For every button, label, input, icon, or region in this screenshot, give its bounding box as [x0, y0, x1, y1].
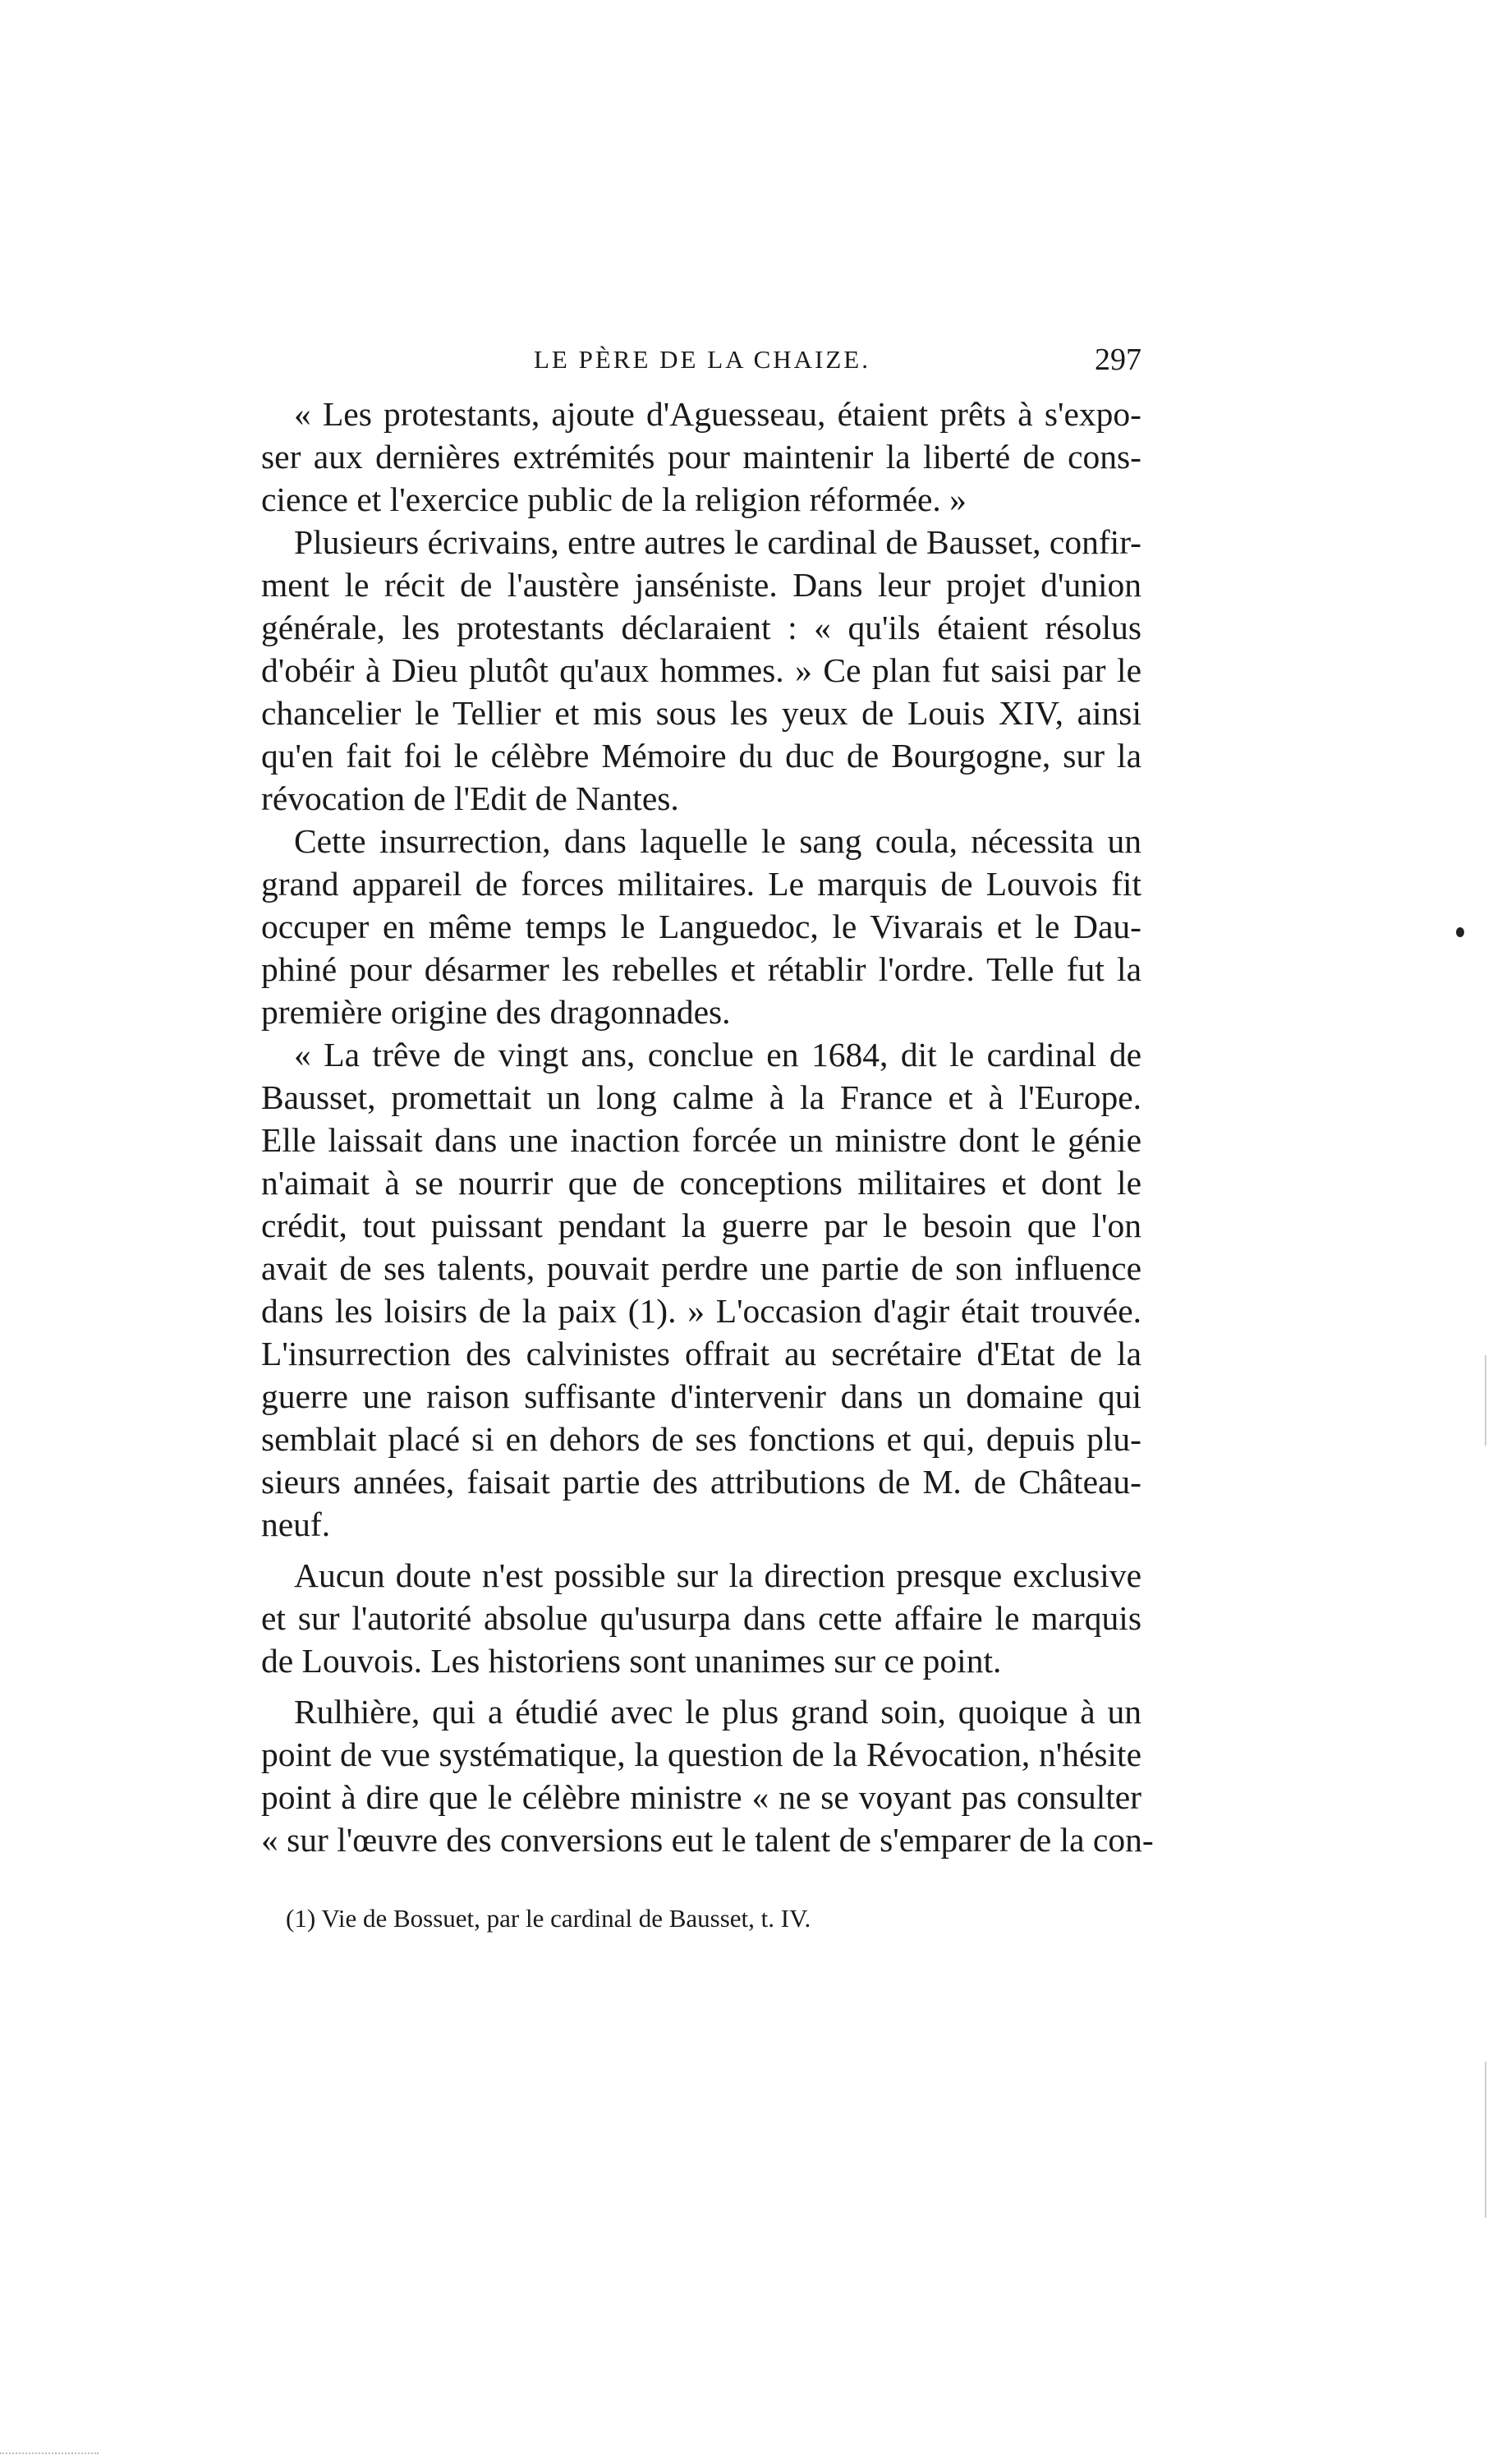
- text-line: neuf.: [261, 1506, 331, 1543]
- text-line: « sur l'œuvre des conversions eut le talent de s'emparer de la con-: [261, 1821, 1154, 1859]
- text-line: avait de ses talents, pouvait perdre une partie de son influence: [261, 1249, 1141, 1287]
- text-line: dans les loisirs de la paix (1). » L'occasion d'agir était trouvée.: [261, 1292, 1141, 1330]
- text-line: « Les protestants, ajoute d'Aguesseau, étaient prêts à s'expo-: [294, 395, 1141, 433]
- text-line: point de vue systématique, la question de la Révocation, n'hésite: [261, 1735, 1141, 1773]
- text-line: n'aimait à se nourrir que de conceptions militaires et dont le: [261, 1164, 1141, 1202]
- text-line: grand appareil de forces militaires. Le marquis de Louvois fit: [261, 865, 1141, 903]
- text-line: générale, les protestants déclaraient : « qu'ils étaient résolus: [261, 609, 1141, 646]
- page-number: 297: [1095, 342, 1141, 377]
- ink-dot-mark: [1456, 927, 1464, 937]
- text-line: phiné pour désarmer les rebelles et rétablir l'ordre. Telle fut la: [261, 950, 1141, 988]
- scan-bottom-line: [0, 2453, 99, 2455]
- text-line: chancelier le Tellier et mis sous les yeux de Louis XIV, ainsi: [261, 694, 1141, 732]
- text-line: de Louvois. Les historiens sont unanimes sur ce point.: [261, 1642, 1002, 1680]
- page-header: [261, 342, 1141, 386]
- text-line: guerre une raison suffisante d'intervenir dans un domaine qui: [261, 1377, 1141, 1415]
- text-line: occuper en même temps le Languedoc, le Vivarais et le Dau-: [261, 908, 1141, 945]
- text-line: crédit, tout puissant pendant la guerre par le besoin que l'on: [261, 1207, 1141, 1244]
- body-text: [261, 393, 1154, 1861]
- text-line: première origine des dragonnades.: [261, 993, 731, 1031]
- text-line: révocation de l'Edit de Nantes.: [261, 779, 679, 817]
- text-line: ser aux dernières extrémités pour maintenir la liberté de cons-: [261, 438, 1141, 476]
- scan-margin-line: [1485, 2062, 1486, 2218]
- text-line: d'obéir à Dieu plutôt qu'aux hommes. » Ce plan fut saisi par le: [261, 651, 1141, 689]
- text-line: L'insurrection des calvinistes offrait au secrétaire d'Etat de la: [261, 1335, 1141, 1372]
- text-line: cience et l'exercice public de la religion réformée. »: [261, 480, 967, 518]
- scan-margin-line: [1485, 1355, 1486, 1446]
- text-line: Bausset, promettait un long calme à la France et à l'Europe.: [261, 1078, 1141, 1116]
- text-line: Plusieurs écrivains, entre autres le cardinal de Bausset, confir-: [294, 523, 1141, 561]
- text-line: ment le récit de l'austère janséniste. Dans leur projet d'union: [261, 566, 1141, 604]
- text-line: point à dire que le célèbre ministre « ne se voyant pas consulter: [261, 1778, 1141, 1816]
- text-line: et sur l'autorité absolue qu'usurpa dans cette affaire le marquis: [261, 1599, 1141, 1637]
- footnote: (1) Vie de Bossuet, par le cardinal de Bausset, t. IV.: [286, 1904, 811, 1933]
- running-title: LE PÈRE DE LA CHAIZE.: [534, 345, 870, 374]
- text-line: Cette insurrection, dans laquelle le sang coula, nécessita un: [294, 822, 1141, 860]
- text-line: qu'en fait foi le célèbre Mémoire du duc de Bourgogne, sur la: [261, 737, 1141, 775]
- text-line: semblait placé si en dehors de ses fonctions et qui, depuis plu-: [261, 1420, 1141, 1458]
- text-line: Aucun doute n'est possible sur la direction presque exclusive: [294, 1556, 1141, 1594]
- text-line: Elle laissait dans une inaction forcée un ministre dont le génie: [261, 1121, 1141, 1159]
- text-line: « La trêve de vingt ans, conclue en 1684, dit le cardinal de: [294, 1036, 1141, 1073]
- text-line: sieurs années, faisait partie des attributions de M. de Château-: [261, 1463, 1141, 1501]
- text-line: Rulhière, qui a étudié avec le plus grand soin, quoique à un: [294, 1693, 1141, 1731]
